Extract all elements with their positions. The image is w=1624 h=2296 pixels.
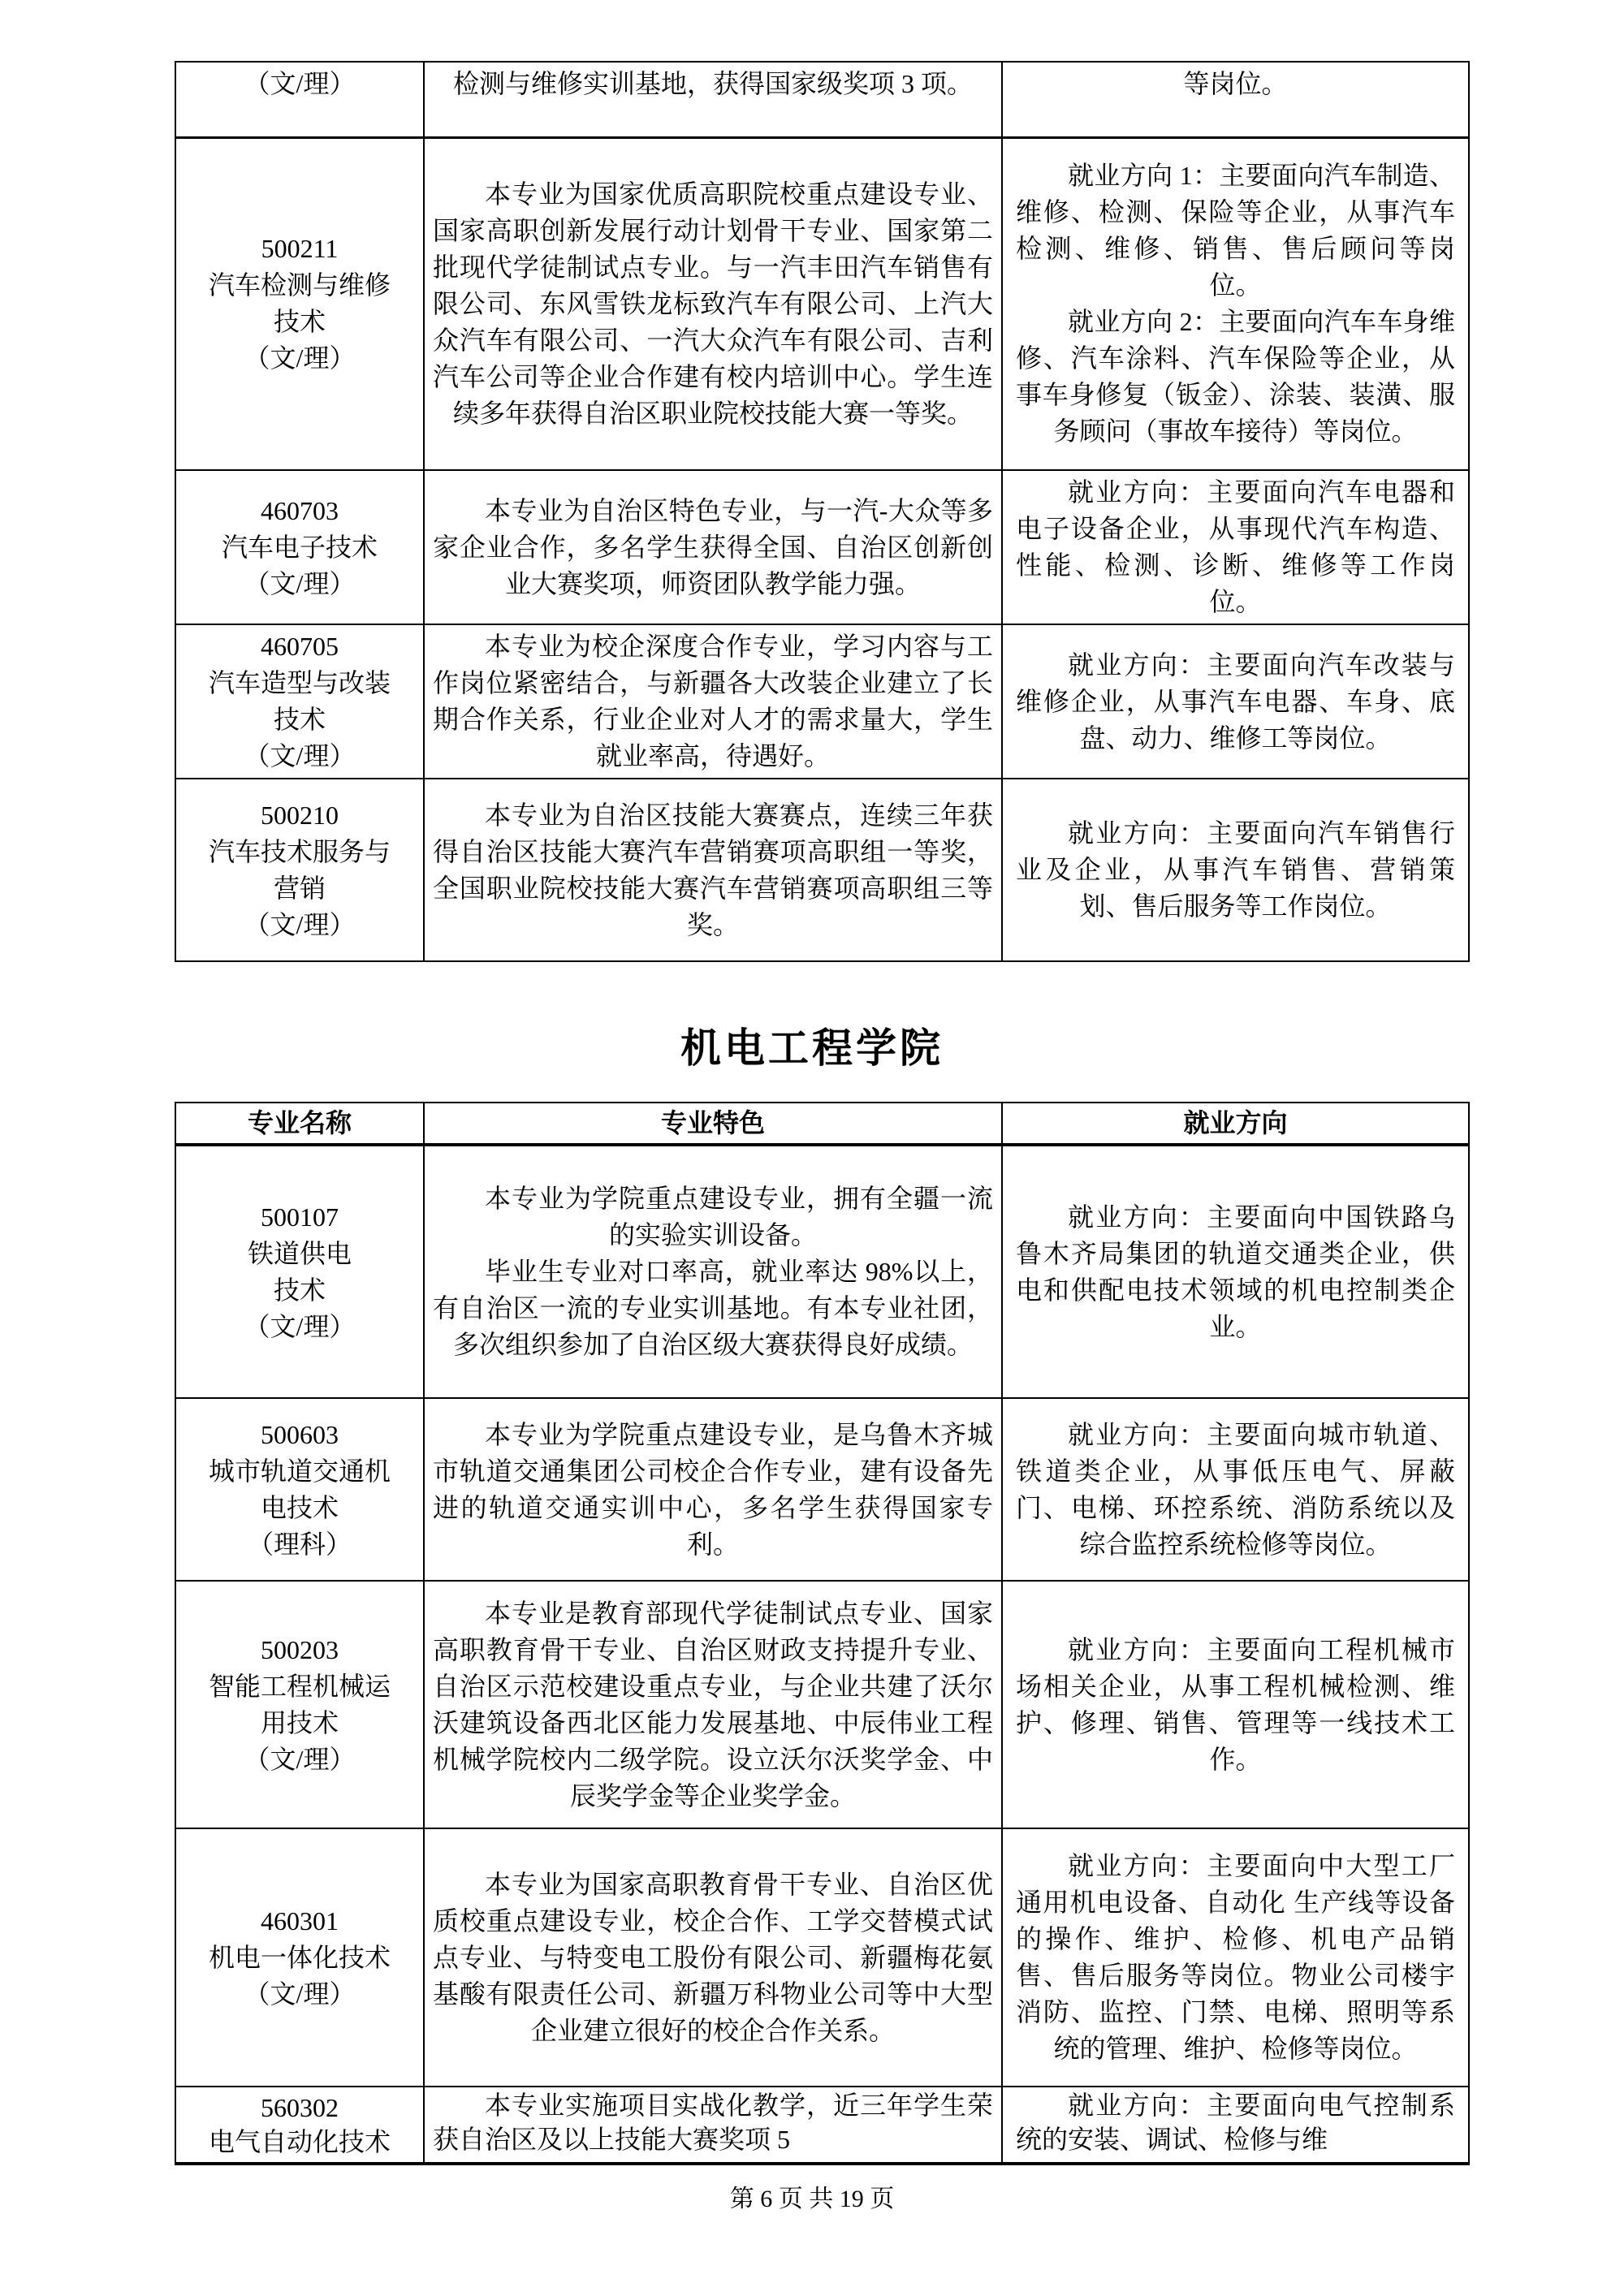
major-features-cell <box>424 1581 1002 1828</box>
major-name-line: 电气自动化技术 <box>208 2127 391 2156</box>
major-name-line: （文/理） <box>244 69 356 98</box>
major-name-line: （文/理） <box>244 741 356 770</box>
major-features-cell <box>424 1145 1002 1398</box>
employment-cell <box>1002 1398 1469 1581</box>
table-row <box>175 62 1469 137</box>
paragraph: 就业方向：主要面向中国铁路乌鲁木齐局集团的轨道交通类企业，供电和供配电技术领域的机电控制类企业。 <box>1016 1202 1455 1341</box>
column-header: 专业特色 <box>424 1103 1002 1145</box>
table-header <box>175 1103 1469 1145</box>
major-name-line: （文/理） <box>244 1744 356 1774</box>
table-row <box>175 137 1469 470</box>
major-name-cell <box>175 1398 424 1581</box>
major-name-cell <box>175 779 424 961</box>
employment-cell <box>1002 62 1469 137</box>
paragraph: 本专业实施项目实战化教学，近三年学生荣获自治区及以上技能大赛奖项 5 <box>433 2091 993 2154</box>
major-name-cell <box>175 1828 424 2087</box>
major-features-cell <box>424 137 1002 470</box>
major-features-cell <box>424 2087 1002 2164</box>
major-name-line: 汽车电子技术 <box>221 532 378 562</box>
paragraph: 就业方向：主要面向工程机械市场相关企业，从事工程机械检测、维护、修理、销售、管理等一线技术工作。 <box>1016 1634 1455 1774</box>
paragraph: 本专业为国家优质高职院校重点建设专业、国家高职创新发展行动计划骨干专业、国家第二批现代学徒制试点专业。与一汽丰田汽车销售有限公司、东风雪铁龙标致汽车有限公司、上汽大众汽车有限公司、一汽大众汽车有限公司、吉利汽车公司等企业合作建有校内培训中心。学生连续多年获得自治区职业院校技能大赛一等奖。 <box>433 179 993 428</box>
major-name-line: 460301 <box>261 1905 339 1936</box>
table-row <box>175 470 1469 624</box>
paragraph: 本专业为国家高职教育骨干专业、自治区优质校重点建设专业，校企合作、工学交替模式试点专业、与特变电工股份有限公司、新疆梅花氨基酸有限责任公司、新疆万科物业公司等中大型企业建立很好的校企合作关系。 <box>433 1869 993 2045</box>
paragraph: 就业方向：主要面向城市轨道、铁道类企业，从事低压电气、屏蔽门、电梯、环控系统、消防系统以及综合监控系统检修等岗位。 <box>1016 1419 1455 1559</box>
paragraph: 本专业为学院重点建设专业，是乌鲁木齐城市轨道交通集团公司校企合作专业，建有设备先进的轨道交通实训中心，多名学生获得国家专利。 <box>433 1419 993 1559</box>
table-row <box>175 1581 1469 1828</box>
major-name-line: 汽车造型与改装 <box>208 668 391 697</box>
major-name-line: 电技术 <box>260 1492 339 1522</box>
paragraph: 就业方向：主要面向中大型工厂通用机电设备、自动化 生产线等设备的操作、维护、检修、机电产品销售、售后服务等岗位。物业公司楼宇消防、监控、门禁、电梯、照明等系统的管理、维护、检修等岗位。 <box>1016 1851 1455 2063</box>
major-name-line: 500211 <box>261 234 339 264</box>
paragraph: 毕业生专业对口率高，就业率达 98%以上，有自治区一流的专业实训基地。有本专业社团，多次组织参加了自治区级大赛获得良好成绩。 <box>433 1257 993 1359</box>
major-name-line: （理科） <box>247 1529 352 1559</box>
major-name-line: （文/理） <box>244 568 356 598</box>
employment-cell <box>1002 779 1469 961</box>
major-name-line: 汽车检测与维修 <box>208 270 391 300</box>
paragraph: 检测与维修实训基地，获得国家级奖项 3 项。 <box>452 69 973 98</box>
paragraph: 就业方向：主要面向电气控制系统的安装、调试、检修与维 <box>1016 2091 1455 2154</box>
table-row <box>175 624 1469 779</box>
major-name-line: 500203 <box>261 1634 339 1664</box>
major-name-cell <box>175 624 424 779</box>
major-name-cell <box>175 1145 424 1398</box>
major-features-cell <box>424 62 1002 137</box>
header-row <box>175 1103 1469 1145</box>
table-row <box>175 779 1469 961</box>
major-name-line: 用技术 <box>260 1707 339 1737</box>
automotive-majors-table-continued <box>175 61 1470 962</box>
major-name-line: 460705 <box>261 632 339 661</box>
major-name-line: 500210 <box>261 800 339 830</box>
paragraph: 就业方向：主要面向汽车改装与维修企业，从事汽车电器、车身、底盘、动力、维修工等岗位。 <box>1016 650 1455 753</box>
major-name-line: 500107 <box>261 1202 339 1232</box>
major-features-cell <box>424 624 1002 779</box>
table-body <box>175 62 1469 961</box>
major-name-line: （文/理） <box>244 909 356 939</box>
major-name-cell <box>175 470 424 624</box>
paragraph: 就业方向：主要面向汽车电器和电子设备企业，从事现代汽车构造、性能、检测、诊断、维修等工作岗位。 <box>1016 477 1455 616</box>
paragraph: 等岗位。 <box>1183 69 1288 98</box>
employment-cell <box>1002 1828 1469 2087</box>
major-features-cell <box>424 470 1002 624</box>
employment-cell <box>1002 1145 1469 1398</box>
employment-cell <box>1002 2087 1469 2164</box>
major-name-line: （文/理） <box>244 1311 356 1341</box>
table-row <box>175 1828 1469 2087</box>
employment-cell <box>1002 1581 1469 1828</box>
major-features-cell <box>424 1398 1002 1581</box>
employment-cell <box>1002 137 1469 470</box>
major-features-cell <box>424 1828 1002 2087</box>
paragraph: 本专业为校企深度合作专业，学习内容与工作岗位紧密结合，与新疆各大改装企业建立了长期合作关系，行业企业对人才的需求量大，学生就业率高，待遇好。 <box>433 632 993 770</box>
major-name-cell <box>175 1581 424 1828</box>
section-title: 机电工程学院 <box>680 1025 944 1071</box>
table-row <box>175 1145 1469 1398</box>
major-name-line: （文/理） <box>244 1979 356 2009</box>
paragraph: 就业方向 2：主要面向汽车车身维修、汽车涂料、汽车保险等企业，从事车身修复（钣金）、涂装、装潢、服务顾问（事故车接待）等岗位。 <box>1016 307 1455 447</box>
major-name-line: 560302 <box>261 2093 339 2122</box>
page-number: 第 6 页 共 19 页 <box>729 2186 895 2212</box>
major-name-cell <box>175 2087 424 2164</box>
major-name-line: 智能工程机械运 <box>208 1671 391 1701</box>
table-row <box>175 1398 1469 1581</box>
major-name-line: 460703 <box>261 495 339 525</box>
major-name-line: 铁道供电 <box>247 1238 352 1268</box>
column-header: 就业方向 <box>1002 1103 1469 1145</box>
major-name-line: 技术 <box>273 307 326 337</box>
employment-cell <box>1002 470 1469 624</box>
major-name-line: （文/理） <box>244 343 356 373</box>
major-name-line: 营销 <box>273 873 326 903</box>
major-features-cell <box>424 779 1002 961</box>
paragraph: 就业方向 1：主要面向汽车制造、维修、检测、保险等企业，从事汽车检测、维修、销售、售后顾问等岗位。 <box>1016 161 1455 300</box>
major-name-line: 技术 <box>273 1275 326 1305</box>
major-name-line: 城市轨道交通机 <box>208 1456 391 1486</box>
paragraph: 本专业为自治区技能大赛赛点，连续三年获得自治区技能大赛汽车营销赛项高职组一等奖，全国职业院校技能大赛汽车营销赛项高职组三等奖。 <box>433 800 993 939</box>
major-name-line: 500603 <box>261 1419 339 1449</box>
employment-cell <box>1002 624 1469 779</box>
major-name-cell <box>175 137 424 470</box>
major-name-line: 机电一体化技术 <box>208 1942 391 1972</box>
table-row <box>175 2087 1469 2164</box>
mechatronics-college-majors-table <box>175 1102 1470 2165</box>
paragraph: 本专业为学院重点建设专业，拥有全疆一流的实验实训设备。 <box>485 1184 993 1249</box>
paragraph: 本专业为自治区特色专业，与一汽-大众等多家企业合作，多名学生获得全国、自治区创新创业大赛奖项，师资团队教学能力强。 <box>433 495 993 598</box>
major-name-cell <box>175 62 424 137</box>
paragraph: 就业方向：主要面向汽车销售行业及企业，从事汽车销售、营销策划、售后服务等工作岗位。 <box>1016 818 1455 921</box>
column-header: 专业名称 <box>175 1103 424 1145</box>
major-name-line: 技术 <box>273 705 326 734</box>
major-name-line: 汽车技术服务与 <box>208 836 391 866</box>
table-body <box>175 1145 1469 2164</box>
paragraph: 本专业是教育部现代学徒制试点专业、国家高职教育骨干专业、自治区财政支持提升专业、自治区示范校建设重点专业，与企业共建了沃尔沃建筑设备西北区能力发展基地、中辰伟业工程机械学院校内二级学院。设立沃尔沃奖学金、中辰奖学金等企业奖学金。 <box>433 1598 993 1810</box>
